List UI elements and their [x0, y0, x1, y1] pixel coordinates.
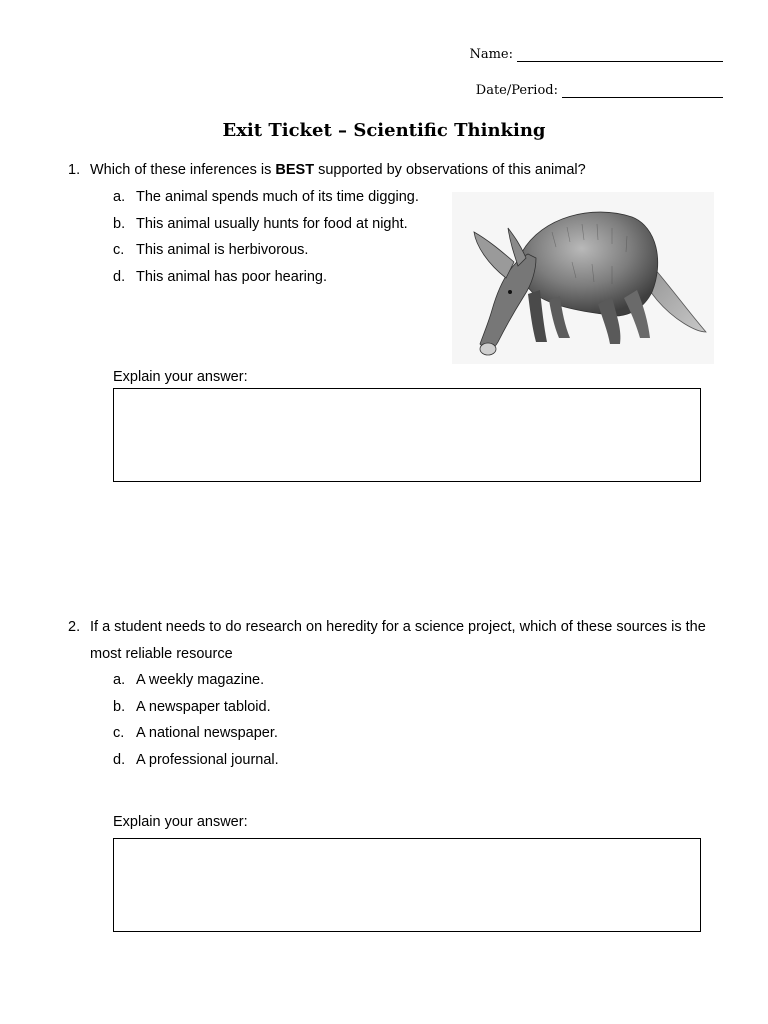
- date-period-blank-line[interactable]: [562, 85, 723, 98]
- option-c: c. This animal is herbivorous.: [113, 242, 309, 258]
- option-d: d. This animal has poor hearing.: [113, 268, 328, 285]
- question-number: 1.: [68, 162, 81, 178]
- emphasis-text: BEST: [275, 162, 315, 178]
- explain-label: Explain your answer:: [113, 369, 248, 385]
- name-field: [469, 47, 723, 62]
- option-a: a. The animal spends much of its time digging.: [113, 189, 419, 205]
- answer-box-1[interactable]: [113, 388, 701, 482]
- name-label: Name:: [469, 47, 513, 62]
- question-stem: If a student needs to do research on heredity for a science project, which of these sources is the most reliable resource: [90, 619, 706, 662]
- option-c: c. A national newspaper.: [113, 725, 278, 741]
- aardvark-illustration: [452, 192, 714, 364]
- date-period-field: [476, 83, 723, 98]
- option-a: a. A weekly magazine.: [113, 672, 265, 688]
- option-b: b. A newspaper tabloid.: [113, 698, 271, 715]
- explain-label: Explain your answer:: [113, 814, 248, 830]
- option-b: b. This animal usually hunts for food at night.: [113, 215, 408, 232]
- question-2: [68, 614, 713, 667]
- answer-box-2[interactable]: [113, 838, 701, 932]
- question-2-options: [113, 667, 279, 773]
- date-period-label: Date/Period:: [475, 83, 558, 98]
- page-title: Exit Ticket – Scientific Thinking: [222, 120, 546, 141]
- question-1-options: [113, 184, 419, 290]
- option-d: d. A professional journal.: [113, 751, 279, 768]
- question-1: [68, 157, 713, 184]
- question-number: 2.: [68, 619, 81, 635]
- name-blank-line[interactable]: [517, 49, 723, 62]
- question-stem: Which of these inferences is BEST supported by observations of this animal?: [90, 162, 586, 178]
